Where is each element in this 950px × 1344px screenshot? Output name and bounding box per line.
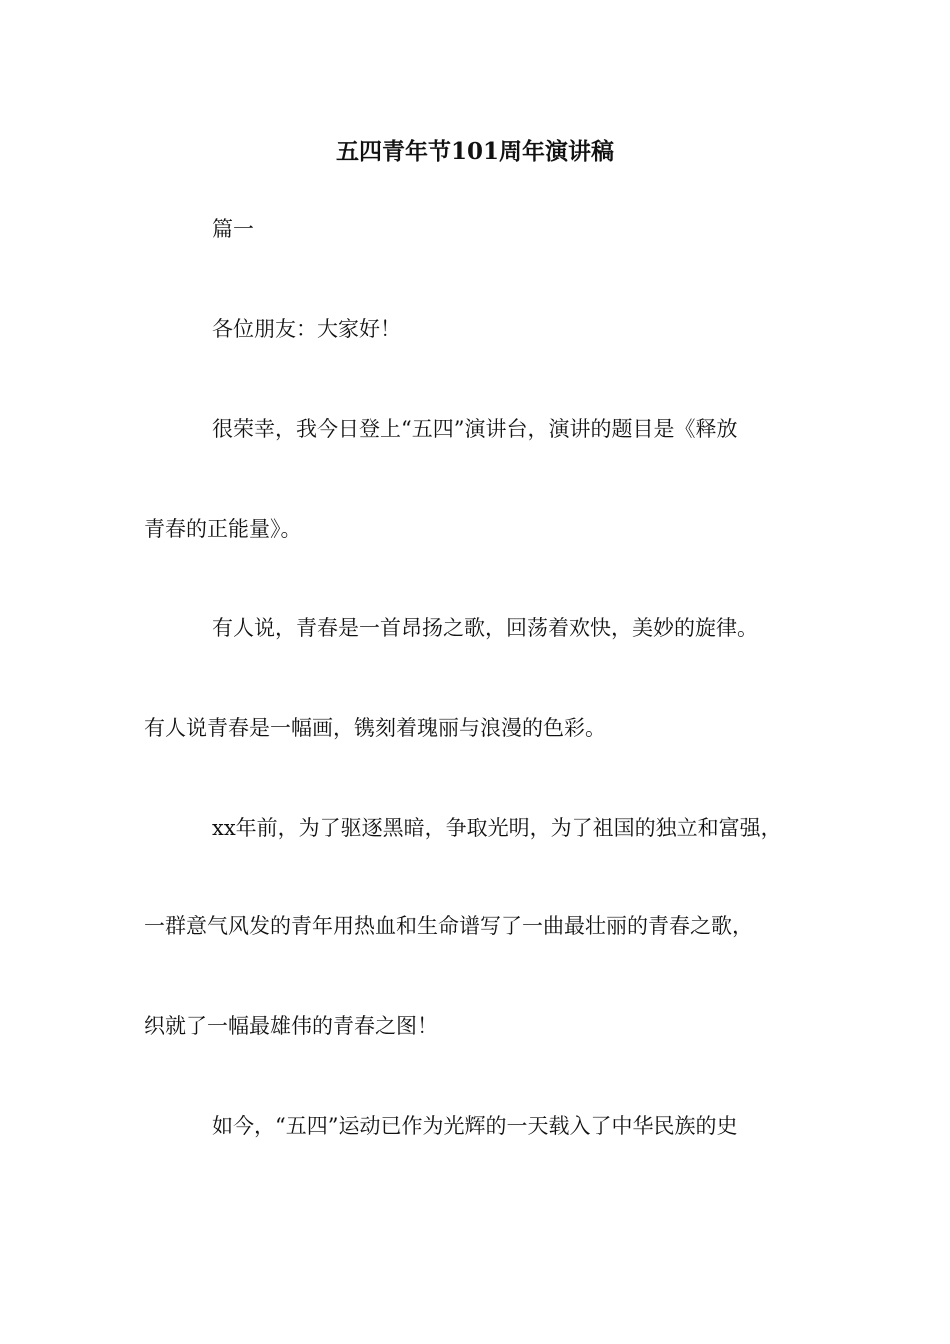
paragraph-line: 很荣幸，我今日登上“五四”演讲台，演讲的题目是《释放 (212, 417, 738, 441)
paragraph-line: 有人说青春是一幅画，镌刻着瑰丽与浪漫的色彩。 (144, 716, 606, 740)
paragraph-line: 各位朋友：大家好！ (212, 317, 401, 341)
paragraph-line: 有人说，青春是一首昂扬之歌，回荡着欢快，美妙的旋律。 (212, 616, 758, 640)
paragraph-line: 如今，“五四”运动已作为光辉的一天载入了中华民族的史 (212, 1114, 738, 1138)
paragraph-line: 织就了一幅最雄伟的青春之图！ (144, 1014, 438, 1038)
paragraph-line: 青春的正能量》。 (144, 517, 302, 541)
paragraph-line: 一群意气风发的青年用热血和生命谱写了一曲最壮丽的青春之歌， (144, 914, 753, 938)
section-heading: 篇一 (212, 217, 254, 241)
document-title: 五四青年节101周年演讲稿 (335, 138, 614, 165)
paragraph-line: xx年前，为了驱逐黑暗，争取光明，为了祖国的独立和富强， (212, 816, 782, 840)
